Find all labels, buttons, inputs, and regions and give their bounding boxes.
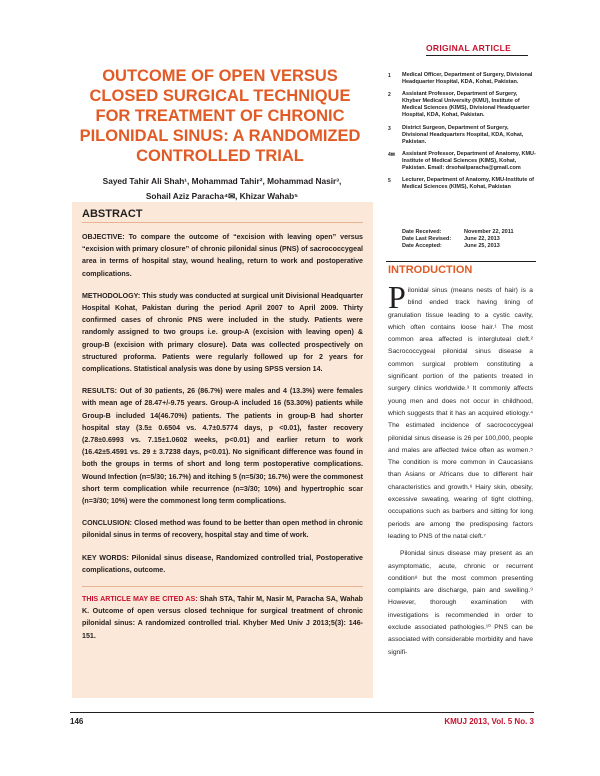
intro-paragraph-1 bbox=[388, 279, 533, 543]
objective-text: To compare the outcome of “excision with leaving open” versus “excision with primary closure” of chronic pilonidal sinus (PNS) of sacrococcygeal area in terms of hospital stay, wound healing, return to work and postoperative complications. bbox=[82, 233, 363, 278]
date-value: June 25, 2013 bbox=[464, 243, 500, 250]
affiliation-item bbox=[388, 72, 536, 86]
page-number: 146 bbox=[70, 717, 84, 726]
affiliation-number: 1 bbox=[388, 73, 391, 79]
author-line-2: Sohail Aziz Paracha⁴✉, Khizar Wahab⁵ bbox=[145, 191, 299, 201]
date-value: November 22, 2011 bbox=[464, 229, 514, 235]
abstract-objective bbox=[82, 231, 363, 280]
author-line-1: Sayed Tahir Ali Shah¹, Mohammad Tahir², Mohammad Nasir³, bbox=[102, 176, 342, 186]
citation-lead: THIS ARTICLE MAY BE CITED AS: bbox=[82, 595, 198, 604]
citation-block bbox=[82, 586, 363, 642]
methodology-text: This study was conducted at surgical unit Divisional Headquarter Hospital Kohat, Pakistan during the period April 2007 to April 2009. Thirty confirmed cases of chronic PNS were included in the study. Patients were randomly assigned to two groups i.e. group-A (excision with leaving open) & group-B (excision with primary closure). Data was collected prospectively on structured proforma. Patients were regularly followed up for 2 years for complications. Statistical analysis was done by using SPSS version 14. bbox=[82, 291, 363, 374]
column-divider bbox=[386, 261, 536, 262]
abstract-keywords bbox=[82, 552, 363, 576]
affiliation-number: 4✉ bbox=[388, 151, 395, 158]
introduction-heading: INTRODUCTION bbox=[388, 264, 473, 276]
date-accepted-row bbox=[402, 243, 534, 250]
abstract-results bbox=[82, 385, 363, 507]
affiliation-number: 3 bbox=[388, 125, 391, 132]
date-label: Date Accepted: bbox=[402, 243, 442, 250]
abstract-conclusion bbox=[82, 517, 363, 541]
abstract-methodology bbox=[82, 290, 363, 375]
affiliation-item bbox=[388, 151, 536, 172]
affiliation-number: 2 bbox=[388, 92, 391, 99]
drop-cap: P bbox=[388, 279, 406, 315]
article-type-label: ORIGINAL ARTICLE bbox=[426, 43, 528, 56]
author-list bbox=[96, 174, 348, 204]
abstract-heading: ABSTRACT bbox=[82, 208, 363, 223]
conclusion-text: Closed method was found to be better than open method in chronic pilonidal sinus in terms of recovery, hospital stay and time of work. bbox=[82, 519, 363, 540]
affiliations-list bbox=[388, 72, 536, 196]
affiliation-text: Assistant Professor, Department of Surgery, Khyber Medical University (KMU), Institute of Medical Sciences (KIMS), Divisional Headquarter Hospital, KDA, Kohat, Pakistan. bbox=[402, 91, 530, 119]
methodology-lead: METHODOLOGY: bbox=[82, 291, 141, 300]
intro-paragraph-1-text: ilonidal sinus (means nests of hair) is a blind ended track having lining of granulation tissue leading to a cystic cavity, which often contains loose hair.¹ The most common area affected is intergluteal cleft.² Sacrococcygeal pilonidal sinus disease a common surgical problem constituting a significant portion of the patients treated in surgery clinics worldwide.³ It commonly affects young men and does not occur in childhood, which suggests that it has an acquired etiology.⁴ The estimated incidence of sacrococcygeal pilonidal sinus disease is 26 per 100,000, people and males are affected twice often as women.⁵ The condition is more common in Caucasians than Asians or Africans due to different hair characteristics and growth.⁶ Hairy skin, obesity, excessive sweating, wearing of tight clothing, occupations such as barbers and sitting for long periods are among the predisposing factors leading to PNS of the natal cleft.⁷ bbox=[388, 287, 533, 540]
introduction-body bbox=[388, 279, 533, 664]
date-revised-row bbox=[402, 236, 534, 243]
conclusion-lead: CONCLUSION: bbox=[82, 519, 133, 528]
page-footer bbox=[70, 712, 534, 727]
keywords-text: Pilonidal sinus disease, Randomized controlled trial, Postoperative complications, outcome. bbox=[82, 553, 363, 574]
affiliation-item bbox=[388, 91, 536, 119]
affiliation-text: Medical Officer, Department of Surgery, Divisional Headquarter Hospital, KDA, Kohat, Pakistan. bbox=[402, 72, 533, 86]
objective-lead: OBJECTIVE: bbox=[82, 233, 125, 241]
citation-text: Shah STA, Tahir M, Nasir M, Paracha SA, Wahab K. Outcome of open versus closed technique for surgical treatment of chronic pilonidal sinus: A randomized controlled trial. Khyber Med Univ J 2013;5(3): 146-151. bbox=[82, 595, 363, 640]
affiliation-number: 5 bbox=[388, 178, 391, 185]
keywords-lead: KEY WORDS: bbox=[82, 553, 129, 562]
affiliation-item bbox=[388, 177, 536, 191]
date-label: Date Last Revised: bbox=[402, 236, 452, 243]
affiliation-text: District Surgeon, Department of Surgery, Divisional Headquarters Hospital, KDA, Kohat, Pakistan. bbox=[402, 124, 524, 145]
affiliation-text: Assistant Professor, Department of Anatomy, KMU-Institute of Medical Sciences (KIMS), Kohat, Pakistan. Email: drsohailparacha@gmail.com bbox=[402, 150, 536, 172]
affiliation-item bbox=[388, 125, 536, 146]
article-title: OUTCOME OF OPEN VERSUS CLOSED SURGICAL TECHNIQUE FOR TREATMENT OF CHRONIC PILONIDAL SINUS: A RANDOMIZED CONTROLLED TRIAL bbox=[79, 67, 361, 165]
affiliation-text: Lecturer, Department of Anatomy, KMU-Institute of Medical Sciences (KIMS), Kohat, Pakistan bbox=[402, 177, 535, 191]
abstract-box bbox=[72, 202, 373, 698]
article-dates bbox=[402, 229, 534, 251]
journal-reference: KMUJ 2013, Vol. 5 No. 3 bbox=[444, 717, 534, 726]
results-text: Out of 30 patients, 26 (86.7%) were males and 4 (13.3%) were females with mean age of 28.47+/-9.75 years. Group-A included 16 (53.30%) patients while Group-B included 14(46.70%) patients. The patients in group-B had shorter hospital stay (3.5± 0.6504 vs. 4.7±0.5774 days, p <0.01), faster recovery (2.78±0.6993 vs. 7.15±1.0602 weeks, p<0.01) and earlier return to work (16.42±5.4591 vs. 29 ± 3.7238 days, p<0.01). No significant difference was found in both the groups in terms of short and long term postoperative complications. Wound Infection (n=5/30; 16.7%) and itching 5 (n=5/30; 16.7%) were the commonest short term complication while recurrence (n=3/30; 10%) and hypertrophic scar (n=3/30; 10%) were the commonest long term complications. bbox=[82, 387, 363, 506]
date-received-row bbox=[402, 229, 534, 236]
intro-paragraph-2: Pilonidal sinus disease may present as an asymptomatic, acute, chronic or recurrent condition⁸ but the most common presenting complaints are discharge, pain and swelling.⁹ However, thorough examination with investigations is recommended in order to exclude associated pathologies.¹⁰ PNS can be associated with considerable morbidity and have signifi- bbox=[388, 550, 533, 656]
date-value: June 22, 2013 bbox=[464, 236, 500, 243]
results-lead: RESULTS: bbox=[82, 387, 117, 396]
date-label: Date Received: bbox=[402, 229, 442, 235]
